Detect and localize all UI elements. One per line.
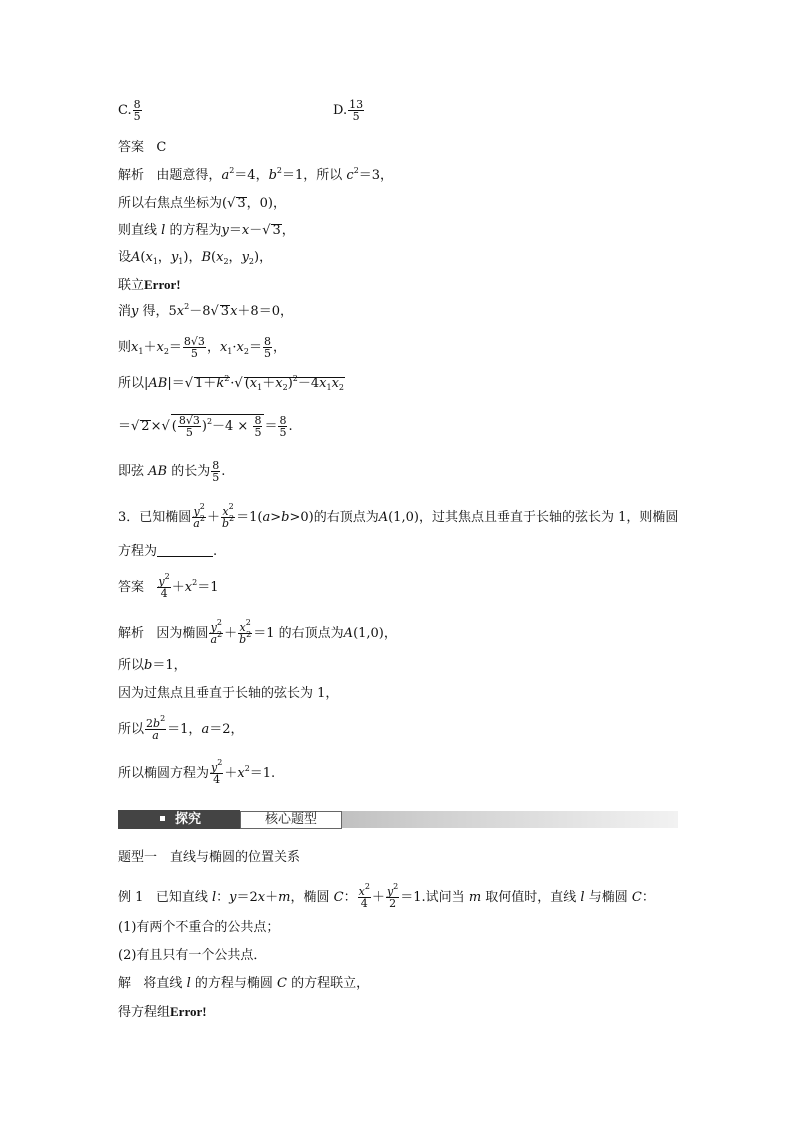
part-2: (2)有且只有一个公共点． — [118, 948, 267, 963]
section-banner — [118, 806, 678, 828]
q3-analysis-1: 解析 因为椭圆 $\frac{y^2}{a^2}$ ＋ $\frac{x^2}{b^2}$ ＝1 的右顶点为A(1,0)， — [118, 618, 397, 646]
square-bullet-icon — [160, 816, 165, 821]
banner-dark-label: 探究 — [118, 810, 240, 829]
analysis-line-5: 联立Error! — [118, 277, 181, 293]
analysis-line-2: 所以右焦点坐标为(√ 3，0)， — [118, 196, 286, 211]
q3-analysis-5: 所以椭圆方程为 $\frac{y^2}{4}$ $+x^2=1$. — [118, 758, 276, 786]
example-1-stem: 例 1 已知直线 l：y＝2x＋m，椭圆 C： $\frac{x^2}{4}$ ＋ $\frac{y^2}{2}$ ＝1.试问当 m 取何值时，直线 l 与椭圆 C： — [118, 882, 655, 910]
analysis-line-10: 即弦 AB 的长为 $\frac{8}{5}$ . — [118, 459, 226, 484]
choice-c: C. $\frac{8}{5}$ — [118, 98, 141, 123]
analysis-line-3: 则直线 l 的方程为y＝x－√ 3， — [118, 223, 295, 238]
q3-analysis-3: 因为过焦点且垂直于长轴的弦长为 1， — [118, 686, 339, 701]
choice-d: D. $\frac{13}{5}$ — [333, 98, 364, 123]
analysis-line-4: 设$A(x_1$，$y_1$)，$B(x_2$，$y_2$)， — [118, 250, 273, 266]
answer-line: 答案 C — [118, 140, 167, 155]
question-3-stem: 3．已知椭圆 $\frac{y^2}{a^2}$ ＋ $\frac{x^2}{b^2}$ ＝1(a>b>0)的右顶点为A(1,0)，过其焦点且垂直于长轴的弦长为 1，则椭圆 — [118, 502, 679, 530]
part-1: (1)有两个不重合的公共点； — [118, 920, 280, 935]
fraction: $\frac{8}{5}$ — [133, 98, 141, 123]
q3-answer: 答案 $\frac{y^2}{4}$ $+x^2=1$ — [118, 572, 219, 600]
question-3-stem-2: 方程为 . — [118, 544, 218, 559]
analysis-line-6: 消y 得，$5x^2-8√$ 3x＋8＝0， — [118, 302, 293, 319]
solution-line-1: 解 将直线 l 的方程与椭圆 C 的方程联立， — [118, 976, 370, 991]
type-1-title: 题型一 直线与椭圆的位置关系 — [118, 850, 301, 865]
analysis-line-8: 所以|AB|＝√ $1+k^2\cdot√$ $(x_1+x_2)^2-4x_1x_2$ — [118, 374, 345, 392]
q3-analysis-2: 所以b＝1， — [118, 658, 187, 673]
analysis-line-9: ＝√ 2×√ ( $\frac{8√3}{5}$ )$^2$－4 × $\frac{8}{5}$ ＝ $\frac{8}{5}$ . — [118, 414, 293, 439]
analysis-line-7: 则$x_1+x_2=$ $\frac{8√3}{5}$ ，$x_1\cdot x_2=$ $\frac{8}{5}$ ， — [118, 335, 286, 360]
banner-light-label: 核心题型 — [240, 811, 342, 829]
q3-analysis-4: 所以 $\frac{2b^2}{a}$ ＝1，a＝2， — [118, 714, 244, 742]
analysis-line-1: 解析 由题意得，$a^2=4$，$b^2=1$，所以 $c^2=3$， — [118, 166, 394, 183]
answer-blank[interactable] — [157, 556, 213, 557]
fraction: $\frac{13}{5}$ — [349, 98, 364, 123]
solution-line-2: 得方程组Error! — [118, 1004, 207, 1020]
